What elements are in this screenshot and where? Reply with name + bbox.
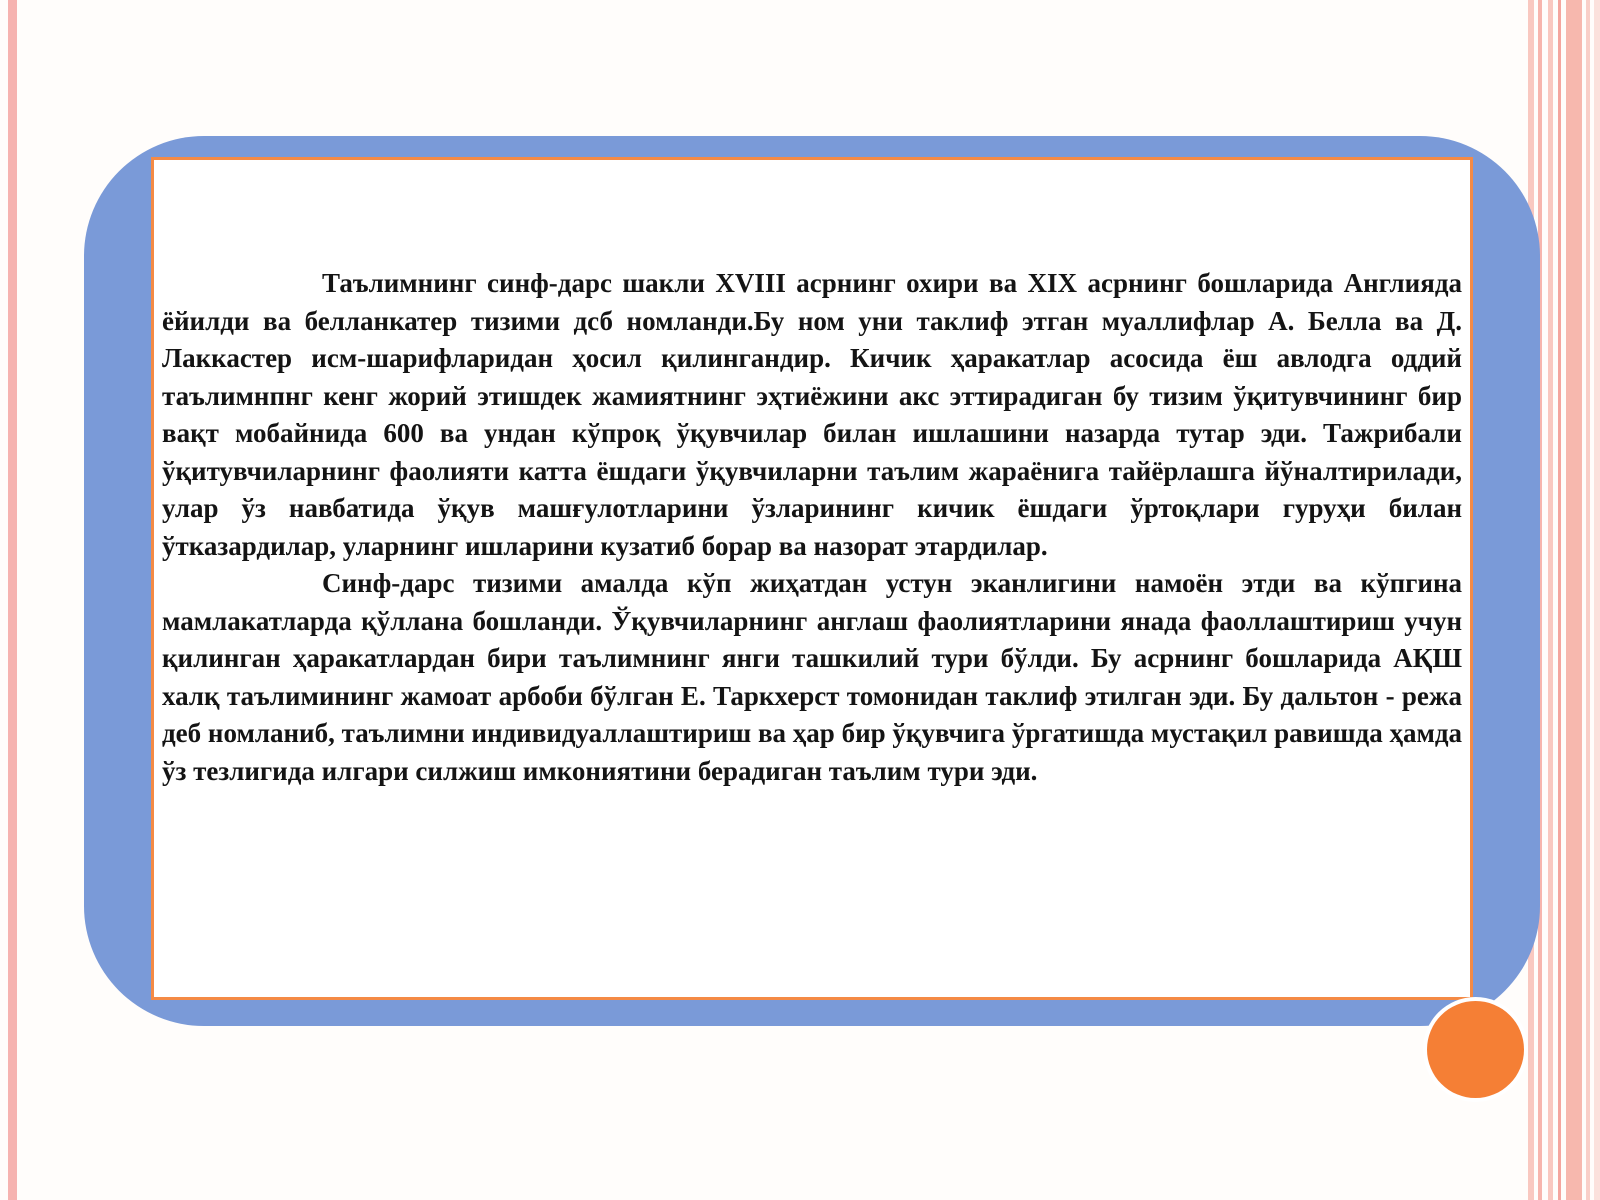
orange-circle-decoration [1427, 1001, 1524, 1098]
paragraph: Таълимнинг синф-дарс шакли XVIII асрнинг охири ва XIX асрнинг бошларида Англияда ёйилди ва белланкатер тизими дсб номланди.Бу ном уни таклиф этган муаллифлар А. Белла ва Д. Лаккастер исм-шарифларидан ҳосил қилингандир. Кичик ҳаракатлар асосида ёш авлодга оддий таълимнпнг кенг жорий этишдек жамиятнинг эҳтиёжини акс эттирадиган бу тизим ўқитувчининг бир вақт мобайнида 600 ва ундан кўпроқ ўқувчилар билан ишлашини назарда тутар эди. Тажрибали ўқитувчиларнинг фаолияти катта ёшдаги ўқувчиларни таълим жараёнига тайёрлашга йўналтирилади, улар ўз навбатида ўқув машғулотларини ўзларининг кичик ёшдаги ўртоқлари гуруҳи билан ўтказардилар, уларнинг ишларини кузатиб борар ва назорат этардилар. [162, 268, 1462, 561]
body-text [162, 265, 1462, 790]
paragraph: Синф-дарс тизими амалда кўп жиҳатдан устун эканлигини намоён этди ва кўпгина мамлакатларда қўллана бошланди. Ўқувчиларнинг англаш фаолиятларини янада фаоллаштириш учун қилинган ҳаракатлардан бири таълимнинг янги ташкилий тури бўлди. Бу асрнинг бошларида АҚШ халқ таълимининг жамоат арбоби бўлган Е. Таркхерст томонидан таклиф этилган эди. Бу дальтон - режа деб номланиб, таълимни индивидуаллаштириш ва ҳар бир ўқувчига ўргатишда мустақил равишда ҳамда ўз тезлигида илгари силжиш имкониятини берадиган таълим тури эди. [162, 568, 1462, 786]
left-decorative-stripe [8, 0, 17, 1200]
